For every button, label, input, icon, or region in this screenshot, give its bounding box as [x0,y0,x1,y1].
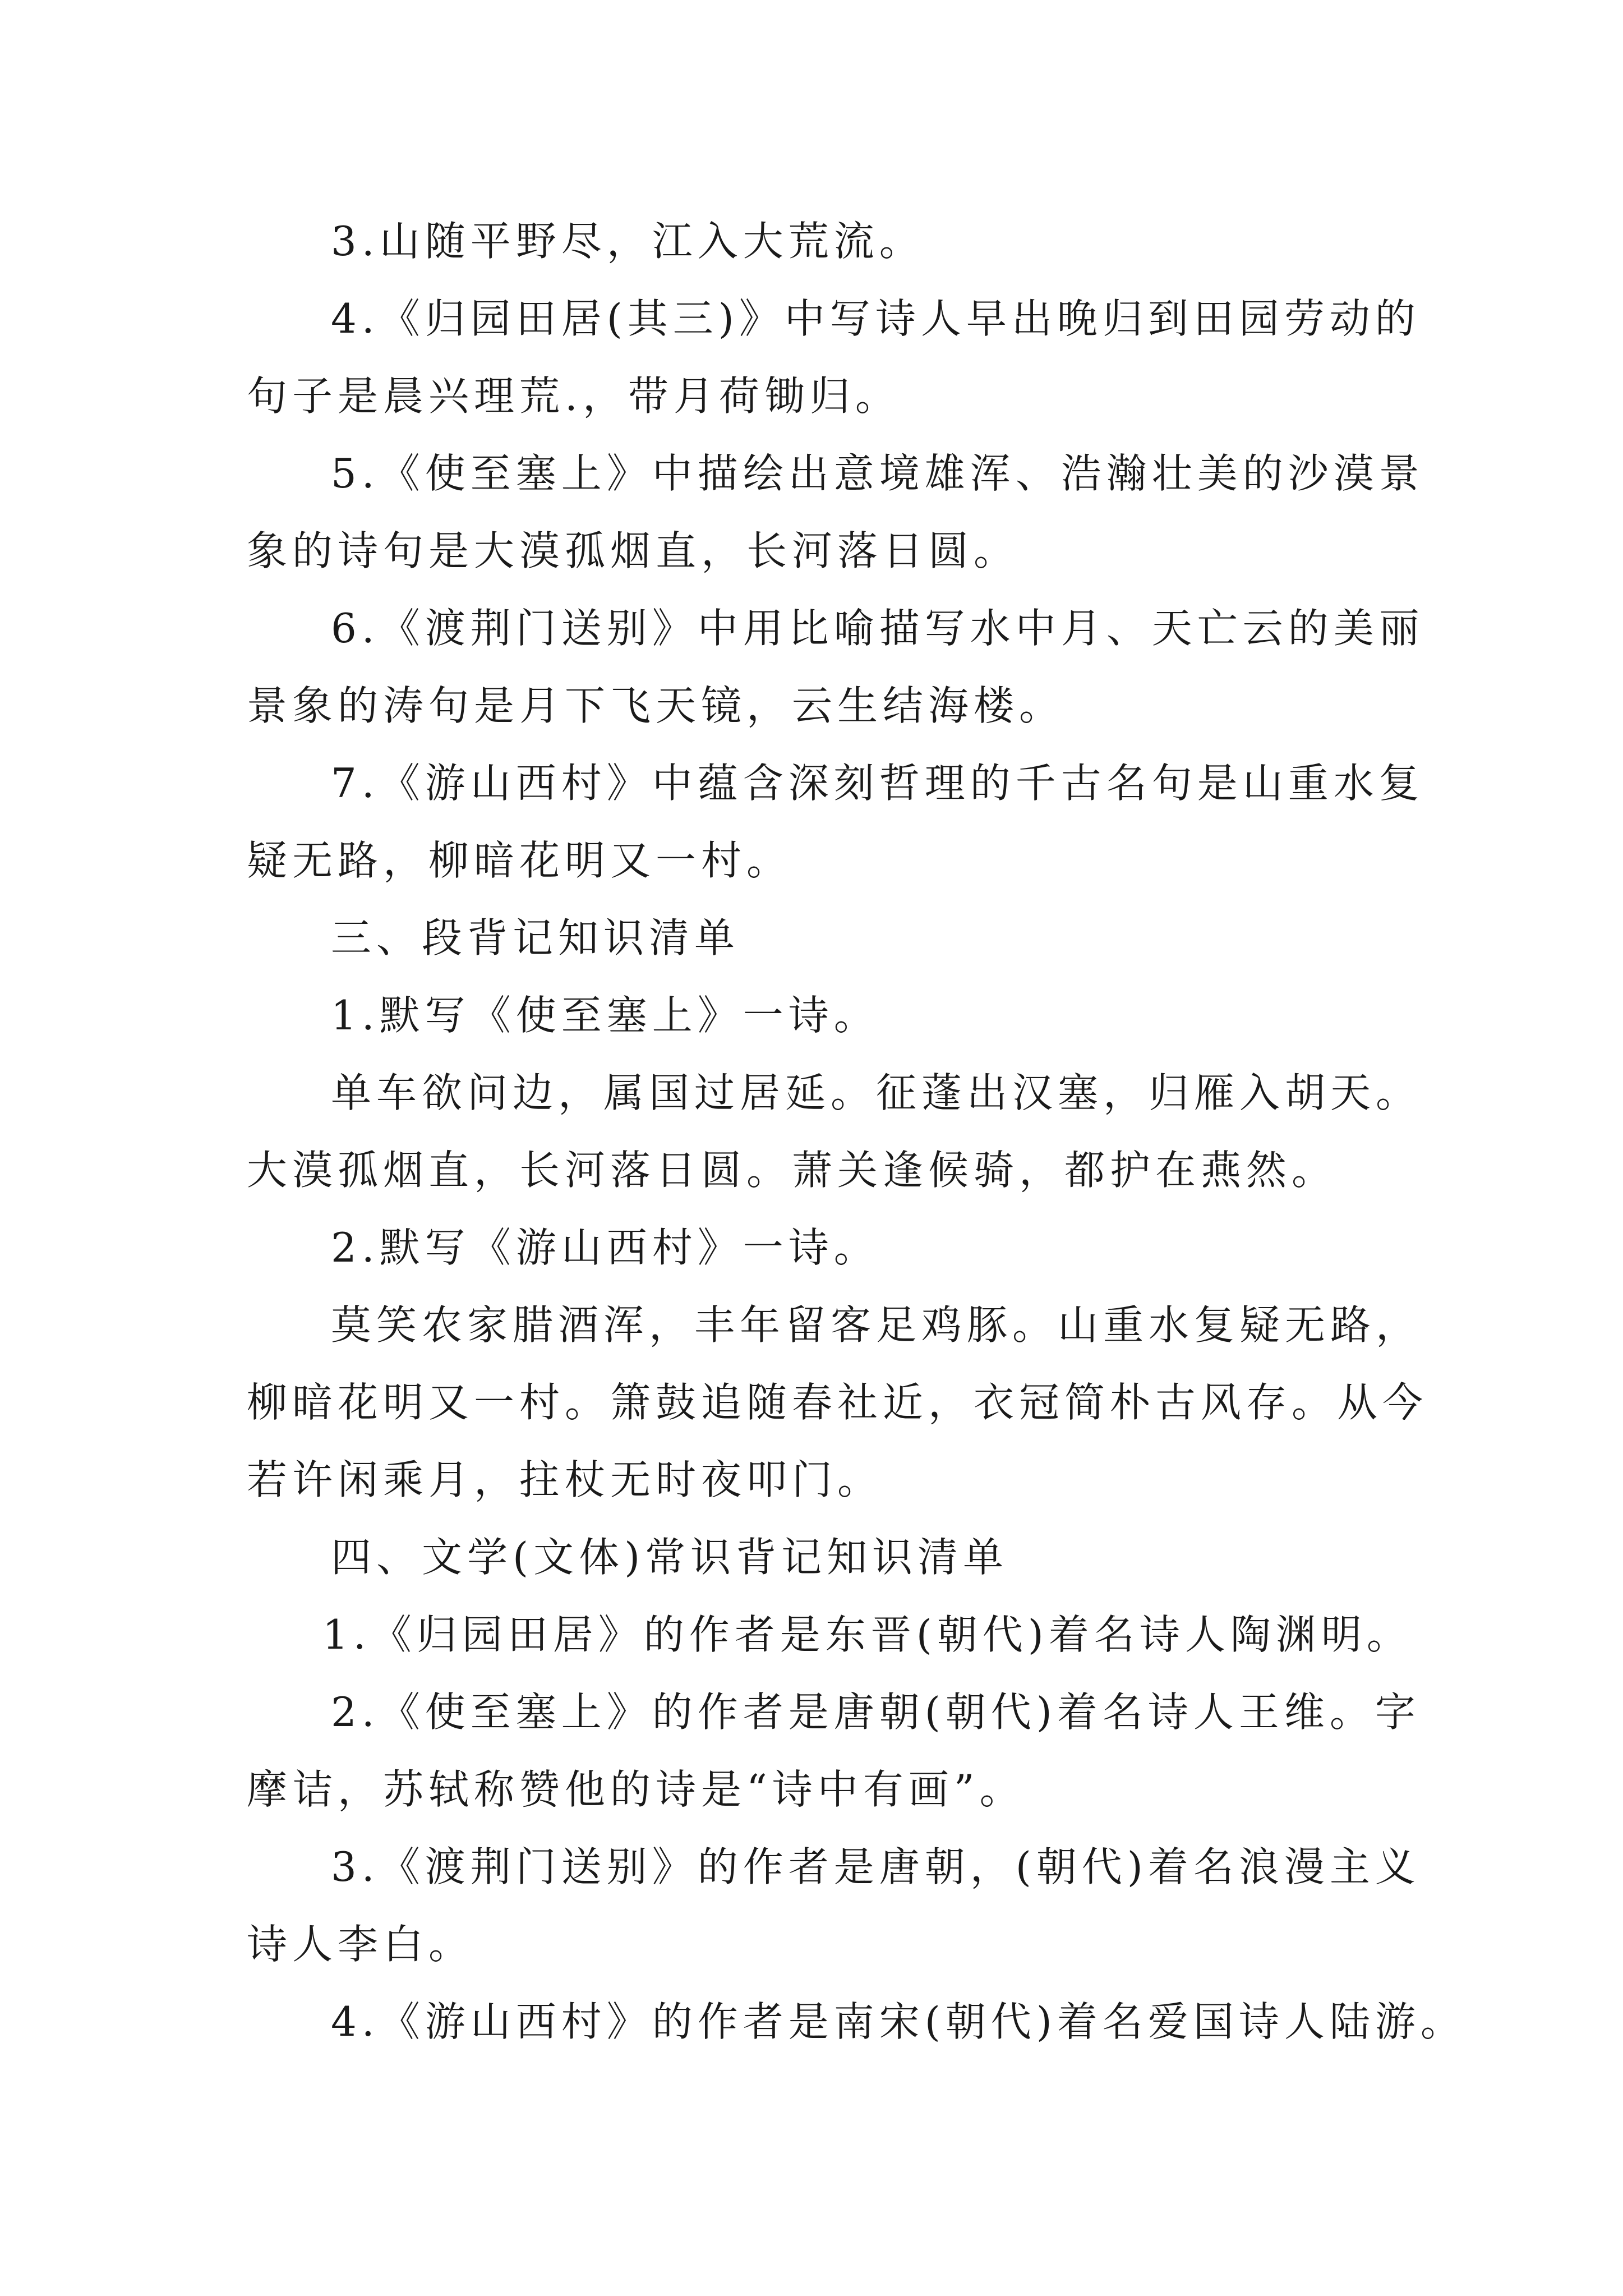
text-line: 摩诘，苏轼称赞他的诗是“诗中有画”。 [247,1766,1025,1813]
text-line: 2.《使至塞上》的作者是唐朝(朝代)着名诗人王维。字 [331,1688,1421,1736]
text-line: 句子是晨兴理荒.，带月荷锄归。 [247,372,901,420]
text-line: 7.《游山西村》中蕴含深刻哲理的千古名句是山重水复 [331,760,1424,807]
text-line: 2.默写《游山西村》一诗。 [331,1224,879,1271]
text-line: 1.《归园田居》的作者是东晋(朝代)着名诗人陶渊明。 [322,1611,1412,1658]
section-heading: 四、文学(文体)常识背记知识清单 [331,1534,1009,1581]
poem-line: 大漠孤烟直，长河落日圆。萧关逢候骑，都护在燕然。 [247,1147,1338,1194]
text-line: 疑无路，柳暗花明又一村。 [247,837,792,884]
text-line: 1.默写《使至塞上》一诗。 [331,992,879,1039]
poem-line: 莫笑农家腊酒浑，丰年留客足鸡豚。山重水复疑无路， [331,1301,1422,1349]
poem-line: 单车欲问边，属国过居延。征蓬出汉塞，归雁入胡天。 [331,1069,1422,1116]
text-line: 5.《使至塞上》中描绘出意境雄浑、浩瀚壮美的沙漠景 [331,450,1424,497]
poem-line: 柳暗花明又一村。箫鼓追随春社近，衣冠简朴古风存。从今 [247,1379,1428,1426]
text-line: 4.《游山西村》的作者是南宋(朝代)着名爱国诗人陆游。 [331,1998,1466,2045]
text-line: 4.《归园田居(其三)》中写诗人早出晚归到田园劳动的 [331,295,1421,342]
text-line: 3.山随平野尽，江入大荒流。 [331,218,925,265]
text-line: 3.《渡荆门送别》的作者是唐朝，(朝代)着名浪漫主义 [331,1843,1421,1890]
poem-line: 若许闲乘月，拄杖无时夜叩门。 [247,1456,883,1503]
section-heading: 三、段背记知识清单 [331,914,740,961]
text-line: 诗人李白。 [247,1921,474,1968]
text-line: 6.《渡荆门送别》中用比喻描写水中月、天亡云的美丽 [331,605,1424,652]
text-line: 象的诗句是大漠孤烟直，长河落日圆。 [247,527,1020,574]
text-line: 景象的涛句是月下飞天镜，云生结海楼。 [247,682,1065,729]
